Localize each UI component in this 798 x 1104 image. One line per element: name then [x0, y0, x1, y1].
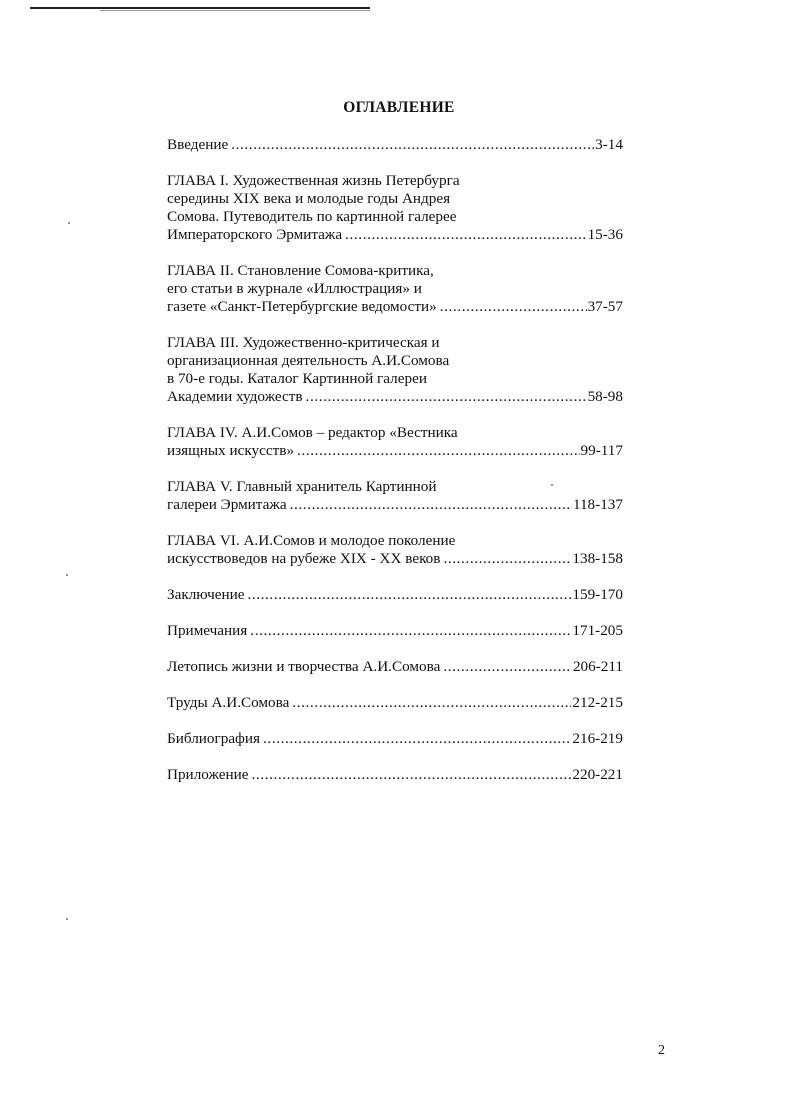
toc-page-range: 15-36	[587, 226, 623, 243]
toc-entry	[167, 658, 623, 676]
toc-line	[167, 334, 623, 352]
scan-speck	[68, 222, 70, 224]
toc-line	[167, 388, 623, 406]
toc-entry-text: Императорского Эрмитажа	[167, 226, 343, 243]
toc-line	[167, 262, 623, 280]
toc-line	[167, 478, 623, 496]
toc-line	[167, 730, 623, 748]
toc-line	[167, 496, 623, 514]
toc-line	[167, 442, 623, 460]
toc-entry-text: Примечания	[167, 622, 248, 639]
dot-leader	[441, 658, 572, 676]
toc-entry-text: Введение	[167, 136, 229, 153]
toc-line	[167, 208, 623, 226]
toc-page-range: 159-170	[572, 586, 623, 603]
dot-leader	[248, 622, 571, 640]
toc-line	[167, 280, 623, 298]
toc-line	[167, 226, 623, 244]
dot-leader	[343, 226, 586, 244]
toc-entry-text: ГЛАВА VI. А.И.Сомов и молодое поколение	[167, 532, 456, 549]
toc-entry-text: Заключение	[167, 586, 245, 603]
toc-line	[167, 550, 623, 568]
toc-entry-text: Приложение	[167, 766, 249, 783]
dot-leader	[295, 442, 579, 460]
toc-line	[167, 172, 623, 190]
dot-leader	[250, 766, 572, 784]
toc-entry-text: Сомова. Путеводитель по картинной галерее	[167, 208, 457, 225]
toc-entry-text: Библиография	[167, 730, 261, 747]
dot-leader	[290, 694, 571, 712]
toc-entry-text: Труды А.И.Сомова	[167, 694, 290, 711]
toc-line	[167, 298, 623, 316]
dot-leader	[304, 388, 587, 406]
toc-entry-text: ГЛАВА V. Главный хранитель Картинной	[167, 478, 437, 495]
table-of-contents	[167, 136, 623, 802]
page-title: ОГЛАВЛЕНИЕ	[343, 99, 455, 116]
dot-leader	[229, 136, 594, 154]
scan-border-line	[30, 7, 370, 9]
toc-line	[167, 190, 623, 208]
toc-line	[167, 622, 623, 640]
dot-leader	[441, 550, 571, 568]
toc-entry-text: организационная деятельность А.И.Сомова	[167, 352, 450, 369]
page-number: 2	[658, 1043, 665, 1058]
scan-speck	[66, 574, 68, 576]
toc-page-range: 99-117	[580, 442, 623, 459]
toc-entry	[167, 622, 623, 640]
toc-page-range: 58-98	[587, 388, 623, 405]
toc-page-range: 212-215	[572, 694, 623, 711]
dot-leader	[261, 730, 571, 748]
toc-entry	[167, 334, 623, 406]
toc-entry-text: ГЛАВА I. Художественная жизнь Петербурга	[167, 172, 460, 189]
toc-entry-text: газете «Санкт-Петербургские ведомости»	[167, 298, 437, 315]
toc-entry	[167, 730, 623, 748]
toc-entry	[167, 766, 623, 784]
toc-entry	[167, 478, 623, 514]
toc-entry	[167, 424, 623, 460]
toc-line	[167, 352, 623, 370]
toc-entry-text: Летопись жизни и творчества А.И.Сомова	[167, 658, 441, 675]
toc-entry-text: в 70-е годы. Каталог Картинной галереи	[167, 370, 427, 387]
toc-entry-text: изящных искусств»	[167, 442, 295, 459]
toc-entry-text: ГЛАВА III. Художественно-критическая и	[167, 334, 440, 351]
toc-line	[167, 370, 623, 388]
toc-page-range: 171-205	[572, 622, 623, 639]
toc-entry-text: его статьи в журнале «Иллюстрация» и	[167, 280, 422, 297]
toc-entry	[167, 694, 623, 712]
toc-entry-text: Академии художеств	[167, 388, 303, 405]
toc-page-range: 37-57	[587, 298, 623, 315]
toc-entry-text: ГЛАВА II. Становление Сомова-критика,	[167, 262, 434, 279]
toc-line	[167, 136, 623, 154]
toc-line	[167, 424, 623, 442]
toc-line	[167, 766, 623, 784]
scan-speck	[551, 484, 553, 486]
toc-page-range: 118-137	[572, 496, 623, 513]
toc-line	[167, 694, 623, 712]
toc-line	[167, 658, 623, 676]
toc-page-range: 206-211	[572, 658, 623, 675]
toc-entry	[167, 532, 623, 568]
toc-entry	[167, 172, 623, 244]
scan-speck	[66, 918, 68, 920]
toc-page-range: 216-219	[572, 730, 623, 747]
dot-leader	[288, 496, 572, 514]
toc-page-range: 3-14	[595, 136, 623, 153]
dot-leader	[245, 586, 571, 604]
toc-entry	[167, 262, 623, 316]
toc-entry-text: искусствоведов на рубеже XIX - XX веков	[167, 550, 441, 567]
toc-entry	[167, 136, 623, 154]
toc-line	[167, 532, 623, 550]
scan-border-line	[100, 10, 370, 11]
dot-leader	[438, 298, 587, 316]
toc-page-range: 220-221	[572, 766, 623, 783]
toc-entry-text: ГЛАВА IV. А.И.Сомов – редактор «Вестника	[167, 424, 458, 441]
toc-page-range: 138-158	[572, 550, 623, 567]
toc-line	[167, 586, 623, 604]
toc-entry	[167, 586, 623, 604]
toc-entry-text: галереи Эрмитажа	[167, 496, 287, 513]
toc-entry-text: середины XIX века и молодые годы Андрея	[167, 190, 451, 207]
